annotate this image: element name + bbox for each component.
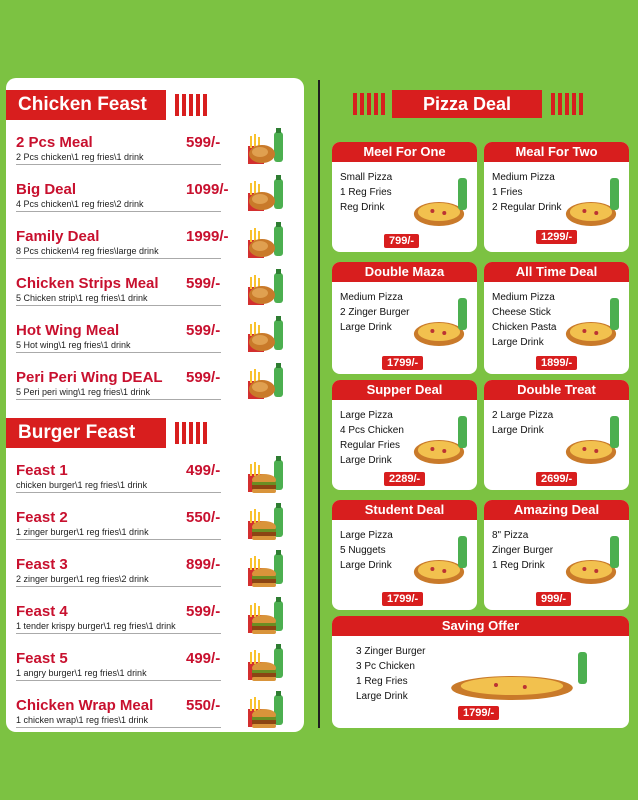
deal-title: All Time Deal [484, 262, 629, 282]
deal-title: Supper Deal [332, 380, 477, 400]
chicken-feast-title: Chicken Feast [6, 90, 166, 120]
menu-item [16, 691, 294, 732]
item-description: 5 Peri peri wing\1 reg fries\1 drink [16, 387, 151, 397]
item-name: Hot Wing Meal [16, 322, 120, 339]
pizza-image-icon [558, 294, 624, 355]
meal-image-icon [246, 175, 288, 215]
item-divider [16, 727, 221, 728]
deal-item: Cheese Stick [492, 307, 551, 318]
chicken-feast-list [6, 128, 304, 410]
deal-price: 2699/- [536, 472, 577, 486]
deal-card [332, 616, 629, 728]
item-price: 899/- [186, 556, 221, 573]
deal-item: Large Drink [340, 322, 392, 333]
item-description: 1 chicken wrap\1 reg fries\1 drink [16, 715, 149, 725]
meal-image-icon [246, 269, 288, 309]
item-price: 499/- [186, 650, 221, 667]
deal-items [340, 290, 409, 335]
meal-image-icon [246, 550, 288, 590]
item-description: 5 Chicken strip\1 reg fries\1 drink [16, 293, 148, 303]
menu-item [16, 316, 294, 363]
deal-card [332, 262, 477, 374]
vertical-divider [318, 80, 320, 728]
item-name: Chicken Strips Meal [16, 275, 159, 292]
deal-title: Double Treat [484, 380, 629, 400]
deal-item: Large Pizza [340, 410, 393, 421]
deal-item: Large Drink [340, 455, 392, 466]
item-description: chicken burger\1 reg fries\1 drink [16, 480, 148, 490]
item-description: 2 Pcs chicken\1 reg fries\1 drink [16, 152, 144, 162]
deal-price: 799/- [384, 234, 419, 248]
deal-item: 1 Reg Fries [356, 676, 408, 687]
deal-title: Meal For Two [484, 142, 629, 162]
deal-item: Large Drink [340, 560, 392, 571]
item-price: 1099/- [186, 181, 229, 198]
stripes-decoration [172, 94, 207, 116]
menu-item [16, 222, 294, 269]
deal-card [332, 142, 477, 252]
menu-item [16, 644, 294, 691]
meal-image-icon [246, 128, 288, 168]
deal-item: Small Pizza [340, 172, 393, 183]
item-description: 1 zinger burger\1 reg fries\1 drink [16, 527, 149, 537]
deal-item: 2 Large Pizza [492, 410, 554, 421]
meal-image-icon [246, 503, 288, 543]
item-price: 599/- [186, 369, 221, 386]
item-name: Big Deal [16, 181, 77, 198]
stripes-decoration [350, 93, 385, 115]
deal-card [332, 500, 477, 610]
item-description: 1 angry burger\1 reg fries\1 drink [16, 668, 147, 678]
deal-item: Medium Pizza [492, 292, 555, 303]
stripes-decoration [548, 93, 583, 115]
pizza-deal-title: Pizza Deal [392, 90, 542, 118]
deal-price: 1899/- [536, 356, 577, 370]
deal-item: 2 Regular Drink [492, 202, 562, 213]
menu-item [16, 456, 294, 503]
menu-item [16, 175, 294, 222]
deal-card [332, 380, 477, 490]
deal-card [484, 262, 629, 374]
item-name: Chicken Wrap Meal [16, 697, 154, 714]
pizza-image-icon [406, 174, 472, 235]
item-divider [16, 633, 221, 634]
deal-items [356, 644, 425, 704]
chicken-feast-header [6, 90, 304, 120]
deal-card [484, 142, 629, 252]
item-description: 8 Pcs chicken\4 reg fries\large drink [16, 246, 159, 256]
deal-item: 1 Fries [492, 187, 523, 198]
deal-item: Large Drink [356, 691, 408, 702]
item-name: Feast 4 [16, 603, 68, 620]
item-name: Feast 2 [16, 509, 68, 526]
deal-item: 1 Reg Drink [492, 560, 545, 571]
pizza-deal-header [350, 90, 610, 120]
deal-title: Double Maza [332, 262, 477, 282]
item-price: 550/- [186, 697, 221, 714]
item-divider [16, 164, 221, 165]
meal-image-icon [246, 316, 288, 356]
item-name: Feast 1 [16, 462, 68, 479]
item-price: 599/- [186, 134, 221, 151]
pizza-image-icon [406, 532, 472, 593]
pizza-image-icon [406, 294, 472, 355]
deal-items [492, 170, 561, 215]
item-description: 1 tender krispy burger\1 reg fries\1 drink [16, 621, 176, 631]
deal-price: 1799/- [382, 592, 423, 606]
item-description: 2 zinger burger\1 reg fries\2 drink [16, 574, 149, 584]
deal-item: 4 Pcs Chicken [340, 425, 404, 436]
deal-items [340, 528, 393, 573]
menu-item [16, 363, 294, 410]
item-name: Peri Peri Wing DEAL [16, 369, 163, 386]
deal-items [492, 528, 553, 573]
deal-item: Chicken Pasta [492, 322, 557, 333]
deal-price: 1799/- [458, 706, 499, 720]
item-name: Family Deal [16, 228, 100, 245]
deal-item: Zinger Burger [492, 545, 554, 556]
deal-price: 2289/- [384, 472, 425, 486]
item-price: 599/- [186, 275, 221, 292]
deal-title: Saving Offer [332, 616, 629, 636]
item-price: 499/- [186, 462, 221, 479]
deal-item: 3 Zinger Burger [356, 646, 426, 657]
left-menu-panel [6, 78, 304, 732]
deal-title: Student Deal [332, 500, 477, 520]
deal-items [492, 290, 556, 350]
item-divider [16, 399, 221, 400]
deal-price: 1799/- [382, 356, 423, 370]
deal-items [492, 408, 553, 438]
meal-image-icon [246, 222, 288, 262]
menu-item [16, 269, 294, 316]
meal-image-icon [246, 363, 288, 403]
item-price: 599/- [186, 322, 221, 339]
item-divider [16, 258, 221, 259]
deal-item: 8" Pizza [492, 530, 529, 541]
menu-item [16, 128, 294, 175]
deal-item: Regular Fries [340, 440, 401, 451]
meal-image-icon [246, 644, 288, 684]
deal-item: 3 Pc Chicken [356, 661, 415, 672]
item-divider [16, 586, 221, 587]
item-price: 1999/- [186, 228, 229, 245]
item-name: 2 Pcs Meal [16, 134, 93, 151]
pizza-image-icon [432, 648, 592, 709]
menu-item [16, 550, 294, 597]
deal-item: Large Drink [492, 337, 544, 348]
burger-feast-title: Burger Feast [6, 418, 166, 448]
pizza-image-icon [558, 412, 624, 473]
menu-item [16, 503, 294, 550]
item-price: 599/- [186, 603, 221, 620]
deal-items [340, 408, 404, 468]
item-name: Feast 3 [16, 556, 68, 573]
pizza-image-icon [558, 532, 624, 593]
item-divider [16, 492, 221, 493]
deal-item: 1 Reg Fries [340, 187, 392, 198]
burger-feast-list [6, 456, 304, 732]
pizza-image-icon [558, 174, 624, 235]
meal-image-icon [246, 691, 288, 731]
deal-item: 2 Zinger Burger [340, 307, 410, 318]
item-divider [16, 305, 221, 306]
deal-item: Medium Pizza [340, 292, 403, 303]
burger-feast-header [6, 418, 304, 448]
deal-item: Reg Drink [340, 202, 385, 213]
item-description: 5 Hot wing\1 reg fries\1 drink [16, 340, 131, 350]
item-divider [16, 211, 221, 212]
item-name: Feast 5 [16, 650, 68, 667]
item-price: 550/- [186, 509, 221, 526]
item-divider [16, 539, 221, 540]
meal-image-icon [246, 597, 288, 637]
item-description: 4 Pcs chicken\1 reg fries\2 drink [16, 199, 144, 209]
menu-item [16, 597, 294, 644]
deal-title: Meel For One [332, 142, 477, 162]
deal-item: Large Pizza [340, 530, 393, 541]
deal-price: 999/- [536, 592, 571, 606]
deal-title: Amazing Deal [484, 500, 629, 520]
deal-item: Medium Pizza [492, 172, 555, 183]
stripes-decoration [172, 422, 207, 444]
meal-image-icon [246, 456, 288, 496]
item-divider [16, 680, 221, 681]
deal-card [484, 380, 629, 490]
deal-items [340, 170, 392, 215]
deal-item: Large Drink [492, 425, 544, 436]
deal-price: 1299/- [536, 230, 577, 244]
item-divider [16, 352, 221, 353]
deal-item: 5 Nuggets [340, 545, 386, 556]
deal-card [484, 500, 629, 610]
pizza-image-icon [406, 412, 472, 473]
